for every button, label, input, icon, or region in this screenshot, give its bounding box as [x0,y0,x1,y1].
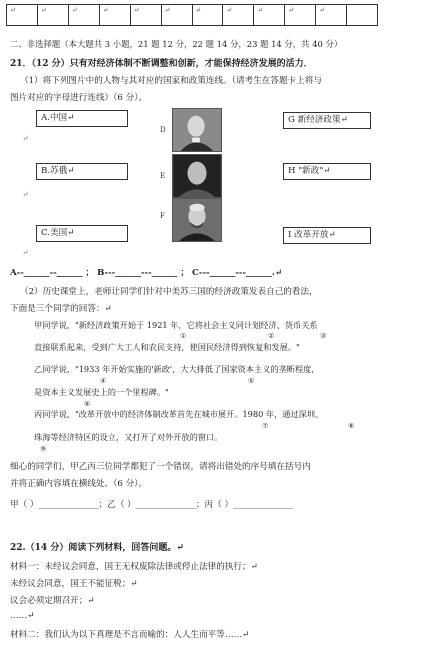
marker-1: ① [180,331,187,340]
marker-7: ⑦ [262,421,269,430]
question-22-title: 22.（14 分）阅读下列材料，回答问题。↵ [10,543,184,553]
marker-4: ④ [100,376,107,385]
grid-cell: ↵ [100,5,131,25]
portrait-roosevelt-image [172,108,222,152]
grid-cell: ↵ [162,5,193,25]
portrait-lenin-image [172,198,222,242]
portrait-label-e: E [160,172,166,180]
q22-material1-line3: 议会必须定期召开；↵ [10,596,95,606]
portrait-label-f: F [160,212,165,220]
q21-part1-line1: （1）将下列图片中的人物与其对应的国家和政策连线。（请考生在答题卡上将与 [20,76,322,86]
student-jia-line2: 直接联系起来，受到广大工人和农民支持，使国民经济得到恢复和发展。" [34,342,300,352]
q21-instruction-line2: 并将正确内容填在横线处。（6 分）。 [10,479,148,489]
grid-cell: ↵ [223,5,254,25]
option-box-c[interactable]: C.美国↵ [36,225,128,242]
q22-ellipsis: ……↵ [10,611,35,621]
marker-6: ⑥ [84,399,91,408]
grid-cell: ↵ [254,5,285,25]
grid-cell: ↵ [7,5,38,25]
student-bing-line1: 丙同学说，"改革开放中的经济体制改革首先在城市展开。1980 年，通过深圳、 [34,409,324,419]
marker-3: ③ [320,331,327,340]
student-yi-line2: 是资本主义发展史上的一个里程碑。" [34,387,169,397]
marker-5: ⑤ [248,376,255,385]
option-box-i[interactable]: I 改革开放↵ [283,227,371,244]
q21-fill-line[interactable]: 甲（ ）______________；乙（ ）______________；丙（ ）______________ [10,500,294,510]
q21-part1-line2: 图片对应的字母进行连线）（6 分）。 [10,93,148,103]
grid-cell: ↵ [316,5,347,25]
q21-part2-line2: 下面是三个同学的回答：↵ [10,304,112,314]
grid-cell: ↵ [38,5,69,25]
q22-material1-line1: 材料一：未经议会同意，国王无权废除法律或停止法律的执行；↵ [10,562,258,572]
grid-cell: ↵ [69,5,100,25]
option-box-b[interactable]: B.苏俄↵ [36,163,128,180]
marker-2: ② [268,331,275,340]
portrait-label-d: D [160,126,166,134]
grid-cell [347,5,377,25]
grid-cell: ↵ [131,5,162,25]
q22-material1-line2: 未经议会同意，国王不能征税；↵ [10,579,138,589]
option-box-g[interactable]: G 新经济政策↵ [283,112,371,129]
grid-cell: ↵ [193,5,224,25]
q21-part1-answer-line[interactable]: A--______--______ ； B---______---______ ； C---______---______.↵ [10,268,283,278]
section-header: 二、非选择题（本大题共 3 小题，21 题 12 分，22 题 14 分，23 题 14 分，共 40 分） [10,39,343,49]
option-box-a[interactable]: A.中国↵ [36,110,128,127]
q21-instruction-line1: 细心的同学们，甲乙丙三位同学都犯了一个错误，请将出错处的序号填在括号内 [10,462,311,472]
portrait-deng-image [172,154,222,198]
grid-cell: ↵ [285,5,316,25]
q22-material2-line1: 材料二：我们认为以下真理是不言而喻的：人人生而平等……↵ [10,630,250,640]
answer-grid [6,4,378,26]
student-yi-line1: 乙同学说，"1933 年开始实施的'新政'，大大排低了国家资本主义的垄断程度， [34,364,320,374]
option-box-h[interactable]: H "新政"↵ [283,163,371,180]
q21-part2-line1: （2）历史课堂上，老师让同学们针对中美苏三国的经济政策发表自己的看法， [20,287,318,297]
marker-8: ⑧ [348,421,355,430]
student-bing-line2: 珠海等经济特区的设立，又打开了对外开放的窗口。 [34,432,223,442]
student-jia-line1: 甲同学说，"新经济政策开始于 1921 年，它将社会主义同计划经济、货币关系 [34,320,318,330]
question-21-title: 21．（12 分）只有对经济体制不断调整和创新，才能保持经济发展的活力． [10,59,313,69]
marker-9: ⑨ [40,444,47,453]
